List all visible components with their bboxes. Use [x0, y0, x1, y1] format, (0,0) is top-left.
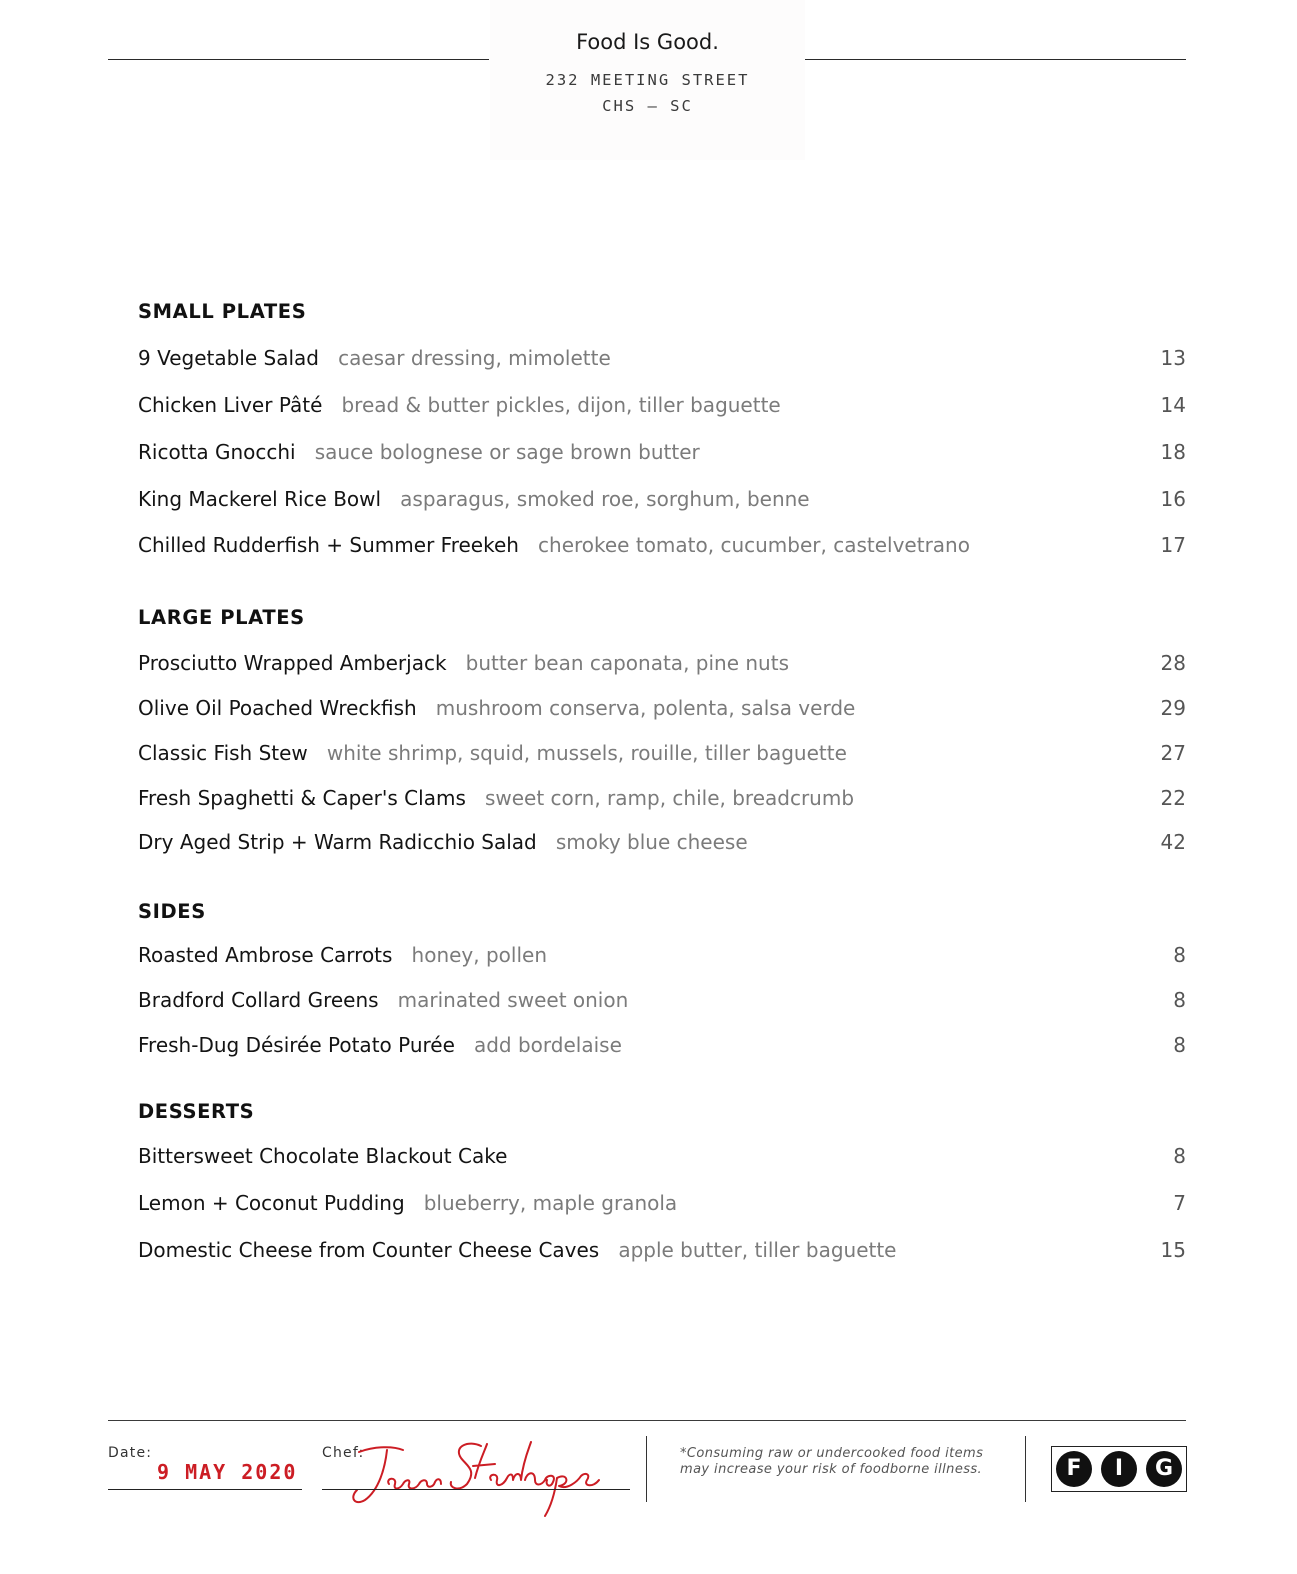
- disclaimer-line-1: *Consuming raw or undercooked food items: [680, 1446, 984, 1461]
- item-description: smoky blue cheese: [555, 830, 748, 854]
- menu-item: [138, 830, 1186, 860]
- fig-logo: [1051, 1446, 1187, 1492]
- item-description: butter bean caponata, pine nuts: [465, 651, 789, 675]
- address-street: 232 MEETING STREET: [545, 71, 750, 89]
- chef-label: Chef:: [322, 1445, 365, 1461]
- item-name: Fresh-Dug Désirée Potato Purée: [138, 1033, 455, 1057]
- disclaimer-line-2: may increase your risk of foodborne illness.: [680, 1462, 983, 1477]
- date-label: Date:: [108, 1445, 153, 1461]
- item-description: sauce bolognese or sage brown butter: [314, 440, 700, 464]
- section-title-desserts: DESSERTS: [138, 1100, 255, 1123]
- menu-item: [138, 1191, 1186, 1221]
- chef-signature: [345, 1432, 605, 1522]
- item-description: sweet corn, ramp, chile, breadcrumb: [484, 786, 855, 810]
- item-description: white shrimp, squid, mussels, rouille, tiller baguette: [326, 741, 847, 765]
- item-price: 18: [1160, 440, 1186, 464]
- item-price: 8: [1173, 1033, 1186, 1057]
- item-name: Ricotta Gnocchi: [138, 440, 296, 464]
- footer-divider: [1025, 1436, 1026, 1502]
- header-rule-right: [805, 59, 1186, 60]
- item-price: 7: [1173, 1191, 1186, 1215]
- item-price: 22: [1160, 786, 1186, 810]
- header-block: [490, 0, 805, 160]
- footer-divider: [646, 1436, 647, 1502]
- logo-letter-g: G: [1146, 1451, 1182, 1487]
- item-name: Chicken Liver Pâté: [138, 393, 323, 417]
- item-description: marinated sweet onion: [397, 988, 629, 1012]
- item-name: Roasted Ambrose Carrots: [138, 943, 393, 967]
- item-description: apple butter, tiller baguette: [618, 1238, 897, 1262]
- address-city-state: CHS — SC: [602, 97, 693, 115]
- item-price: 8: [1173, 943, 1186, 967]
- item-name: Olive Oil Poached Wreckfish: [138, 696, 417, 720]
- item-description: asparagus, smoked roe, sorghum, benne: [400, 487, 810, 511]
- section-title-large-plates: LARGE PLATES: [138, 606, 305, 629]
- item-description: bread & butter pickles, dijon, tiller baguette: [341, 393, 781, 417]
- section-title-sides: SIDES: [138, 900, 206, 923]
- food-safety-disclaimer: [680, 1446, 1010, 1478]
- menu-item: [138, 651, 1186, 681]
- item-price: 28: [1160, 651, 1186, 675]
- menu-item: [138, 533, 1186, 563]
- chef-underline: [322, 1489, 630, 1490]
- menu-item: [138, 988, 1186, 1018]
- menu-item: [138, 1033, 1186, 1063]
- item-name: Domestic Cheese from Counter Cheese Caves: [138, 1238, 600, 1262]
- item-price: 8: [1173, 1144, 1186, 1168]
- date-underline: [108, 1489, 302, 1490]
- menu-item: [138, 1144, 1186, 1174]
- item-name: 9 Vegetable Salad: [138, 346, 319, 370]
- item-price: 15: [1160, 1238, 1186, 1262]
- item-name: Classic Fish Stew: [138, 741, 308, 765]
- item-name: Bradford Collard Greens: [138, 988, 379, 1012]
- item-price: 42: [1160, 830, 1186, 854]
- item-description: honey, pollen: [411, 943, 547, 967]
- item-name: Chilled Rudderfish + Summer Freekeh: [138, 533, 519, 557]
- item-description: blueberry, maple granola: [423, 1191, 678, 1215]
- item-price: 8: [1173, 988, 1186, 1012]
- header-rule-left: [108, 59, 489, 60]
- brand-title: Food Is Good.: [576, 30, 719, 54]
- menu-item: [138, 440, 1186, 470]
- item-price: 29: [1160, 696, 1186, 720]
- item-name: Fresh Spaghetti & Caper's Clams: [138, 786, 466, 810]
- logo-letter-f: F: [1056, 1451, 1092, 1487]
- item-price: 27: [1160, 741, 1186, 765]
- menu-item: [138, 786, 1186, 816]
- item-name: Dry Aged Strip + Warm Radicchio Salad: [138, 830, 537, 854]
- item-name: Bittersweet Chocolate Blackout Cake: [138, 1144, 508, 1168]
- menu-item: [138, 741, 1186, 771]
- item-name: King Mackerel Rice Bowl: [138, 487, 382, 511]
- item-name: Lemon + Coconut Pudding: [138, 1191, 405, 1215]
- menu-item: [138, 1238, 1186, 1268]
- item-description: mushroom conserva, polenta, salsa verde: [435, 696, 856, 720]
- menu-item: [138, 943, 1186, 973]
- section-title-small-plates: SMALL PLATES: [138, 300, 307, 323]
- menu-item: [138, 393, 1186, 423]
- item-price: 13: [1160, 346, 1186, 370]
- logo-letter-i: I: [1101, 1451, 1137, 1487]
- menu-item: [138, 346, 1186, 376]
- menu-item: [138, 696, 1186, 726]
- item-price: 17: [1160, 533, 1186, 557]
- item-description: add bordelaise: [473, 1033, 622, 1057]
- item-name: Prosciutto Wrapped Amberjack: [138, 651, 447, 675]
- item-price: 16: [1160, 487, 1186, 511]
- footer-rule: [108, 1420, 1186, 1421]
- item-description: cherokee tomato, cucumber, castelvetrano: [538, 533, 970, 557]
- menu-item: [138, 487, 1186, 517]
- date-value: 9 MAY 2020: [157, 1460, 298, 1484]
- item-price: 14: [1160, 393, 1186, 417]
- item-description: caesar dressing, mimolette: [338, 346, 611, 370]
